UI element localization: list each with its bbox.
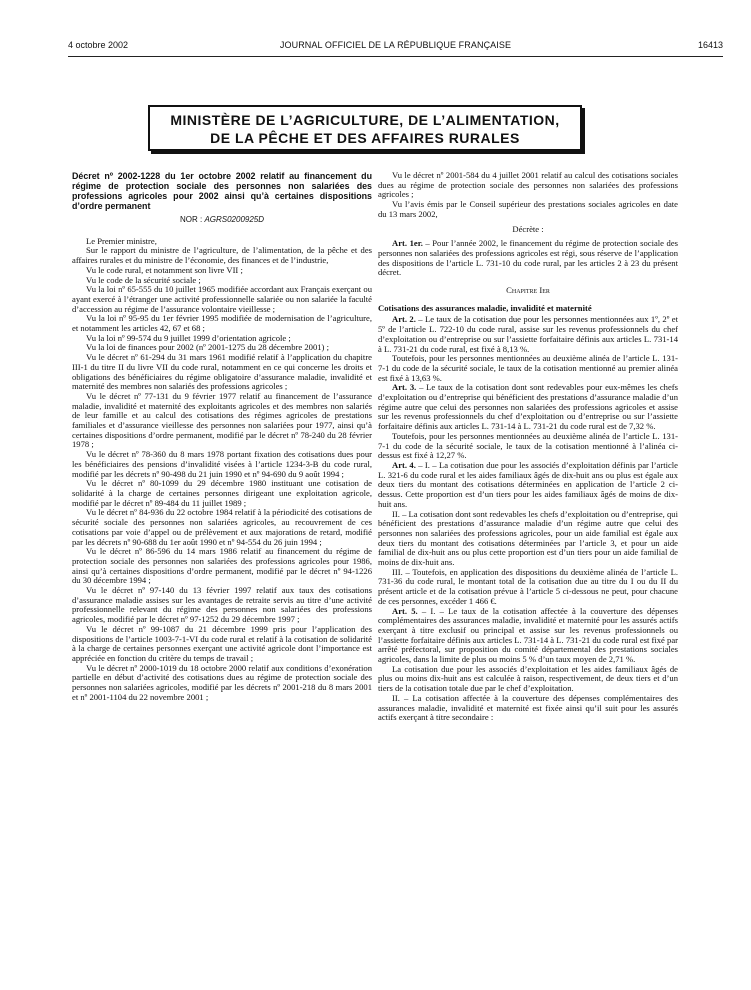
visa-paragraph: Le Premier ministre,	[86, 235, 157, 246]
article-5-text: – I. – Le taux de la cotisation affectée à la couverture des dépenses complémentaires des assurances maladie, invalidité et maternité pour les assurés actifs exerçant à titre exclusif ou principal et assise sur les revenus professionnels ou l’assiette forfaitaire définis aux articles L. 731-14 à L. 731-21 du code rural est fixé par arrêté préfectoral, sur proposition du comité départemental des prestations sociales agricoles, dans la limite de plus ou moins 5 % d’un taux moyen de 2,71 %.	[378, 605, 678, 665]
header-date: 4 octobre 2002	[68, 40, 129, 50]
decrete-heading: Décrète :	[512, 223, 544, 234]
running-header	[68, 40, 723, 54]
visa-paragraph: Vu le décret nº 86-596 du 14 mars 1986 relatif au financement du régime de protection sociale des personnes non salariées des professions agricoles pour 1986, ainsi qu’à certaines dispositions d’ordre permanent, modifié par le décret nº 94-1226 du 30 décembre 1994 ;	[72, 546, 372, 586]
header-journal-title: JOURNAL OFFICIEL DE LA RÉPUBLIQUE FRANÇAISE	[279, 40, 512, 50]
ministry-line-1: MINISTÈRE DE L’AGRICULTURE, DE L’ALIMENTATION,	[170, 112, 560, 128]
article-4-paragraph-3: III. – Toutefois, en application des dispositions du deuxième alinéa de l’article L. 731-36 du code rural, le montant total de la cotisation due au titre du I ou du II du présent article et de la cotisation prévue à l’article 5 ci-dessous ne peut, pour chacune de ces personnes, excéder 1 466 €.	[378, 566, 678, 606]
article-2-label: Art. 2.	[392, 314, 416, 325]
article-2-text: – Le taux de la cotisation due pour les personnes mentionnées aux 1º, 2º et 5º de l’article L. 722-10 du code rural, assise sur les revenus professionnels du chef d’exploitation ou d’entreprise ou sur l’assiette forfaitaire définis aux articles L. 731-14 à L. 731-21 du code rural, est fixé à 8,13 %.	[378, 314, 678, 354]
article-3	[378, 383, 678, 432]
visa-paragraph: Vu l’avis émis par le Conseil supérieur des prestations sociales agricoles en date du 13 mars 2002,	[378, 199, 678, 219]
article-1-text: – Pour l’année 2002, le financement du régime de protection sociale des personnes non salariées des professions agricoles est régi, sous réserve de l’application des dispositions de l’article L. 731-10 du code rural, par les articles 2 à 23 du présent décret.	[378, 238, 679, 278]
section-heading: Cotisations des assurances maladie, invalidité et maternité	[378, 302, 592, 313]
article-2	[378, 315, 678, 354]
header-page-number: 16413	[697, 40, 723, 50]
article-5-paragraph-3: II. – La cotisation affectée à la couverture des dépenses complémentaires des assurances maladie, invalidité et maternité est fixée ainsi qu’il suit pour les assurés actifs exerçant à titre secondaire :	[378, 692, 678, 723]
article-3-label: Art. 3.	[392, 382, 417, 393]
article-5-paragraph-2: La cotisation due pour les associés d’exploitation et les aides familiaux âgés de plus ou moins dix-huit ans est calculée à raison, respectivement, de deux tiers et d’un tiers de la cotisation totale due par le chef d’exploitation.	[378, 663, 678, 694]
visa-paragraph: Vu le décret nº 77-131 du 9 février 1977 relatif au financement de l’assurance maladie, invalidité et maternité des exploitants agricoles et des membres non salariés de leur famille et au calcul des cotisations des régimes agricoles de prestations familiales et d’assurance vieillesse des personnes non salariées pour 1977, ainsi qu’à certaines dispositions d’ordre permanent, modifié par le décret nº 78-240 du 28 février 1978 ;	[72, 390, 372, 450]
ministry-heading-box	[148, 105, 582, 151]
visa-paragraph: Vu le décret nº 99-1087 du 21 décembre 1999 pris pour l’application des dispositions de l’article 1003-7-1-VI du code rural et relatif à la cotisation de solidarité à la charge de certaines personnes exerçant une activité agricole dont l’importance est appréciée en fonction du critère du temps de travail ;	[72, 623, 372, 663]
article-3-paragraph-2: Toutefois, pour les personnes mentionnées au deuxième alinéa de l’article L. 131-7-1 du code de la sécurité sociale, le taux de la cotisation mentionné à l’alinéa ci-dessus est fixé à 12,27 %.	[378, 430, 678, 461]
chapter-heading: Chapitre Ier	[506, 285, 550, 296]
visa-paragraph: Vu le décret nº 2001-584 du 4 juillet 2001 relatif au calcul des cotisations sociales dues au régime de protection sociale des personnes non salariées des professions agricoles ;	[378, 170, 678, 200]
header-rule	[68, 56, 723, 57]
visa-paragraph: Vu le décret nº 61-294 du 31 mars 1961 modifié relatif à l’application du chapitre III-1 du titre II du livre VII du code rural, notamment en ce qui concerne les droits et obligations des bénéficiaires du régime obligatoire d’assurance maladie, invalidité et maternité des membres non salariés des professions agricoles ;	[72, 352, 372, 392]
article-5-label: Art. 5.	[392, 605, 418, 616]
article-4-paragraph-2: II. – La cotisation dont sont redevables les chefs d’exploitation ou d’entreprise, qui bénéficient des prestations d’assurance maladie d’un régime autre que celui des personnes non salariées des professions agricoles, pour un aide familial est égale aux deux tiers du montant des cotisations déterminées par l’article 3, et pour un aide familial de dix-huit ans ou plus cette proportion est d’un tiers pour un aide familial de moins de dix-huit ans.	[378, 508, 678, 568]
visa-paragraph: Sur le rapport du ministre de l’agriculture, de l’alimentation, de la pêche et des affaires rurales et du ministre de l’économie, des finances et de l’industrie,	[72, 245, 372, 266]
ministry-line-2: DE LA PÊCHE ET DES AFFAIRES RURALES	[210, 130, 520, 146]
visa-paragraph: Vu le code rural, et notamment son livre VII ;	[86, 264, 243, 275]
nor-code: AGRS0200925D	[204, 215, 265, 224]
article-1	[378, 239, 678, 278]
right-column	[378, 171, 678, 723]
article-3-text: – Le taux de la cotisation dont sont redevables pour eux-mêmes les chefs d’exploitation ou d’entreprise qui bénéficient des prestations d’assurance maladie d’un régime autre que celui des personnes non salariées des professions agricoles et assise sur les revenus professionnels du chef d’exploitation ou d’entreprise ou sur l’assiette forfaitaire définis aux articles L. 731-14 à L. 731-21 du code rural est de 7,32 %.	[378, 382, 678, 432]
visa-paragraph: Vu le décret nº 80-1099 du 29 décembre 1980 instituant une cotisation de solidarité à la charge de certaines personnes dirigeant une exploitation agricole, modifié par le décret nº 89-484 du 11 juillet 1989 ;	[72, 478, 372, 508]
visa-paragraphs-continued	[378, 171, 678, 220]
article-5	[378, 607, 678, 665]
article-4-text: – I. – La cotisation due pour les associés d’exploitation définis par l’article L. 321-6 du code rural et les aides familiaux âgés de dix-huit ans ou plus est égale aux deux tiers du montant des cotisations déterminées en application de l’article 2 ci-dessus. Cette proportion est d’un tiers pour les aides familiaux âgés de moins de dix-huit ans.	[378, 459, 679, 509]
visa-paragraph: Vu la loi de finances pour 2002 (nº 2001-1275 du 28 décembre 2001) ;	[86, 342, 329, 353]
nor-label: NOR :	[179, 215, 203, 224]
article-2-paragraph-2: Toutefois, pour les personnes mentionnées au deuxième alinéa de l’article L. 131-7-1 du code de la sécurité sociale, le taux de la cotisation mentionné au premier alinéa est fixé à 13,63 %.	[378, 353, 678, 383]
visa-paragraph: Vu le code de la sécurité sociale ;	[86, 274, 201, 285]
left-column	[72, 171, 372, 702]
visa-paragraph: Vu le décret nº 78-360 du 8 mars 1978 portant fixation des cotisations dues pour les bénéficiaires des pensions d’invalidité visées à l’article 1234-3-B du code rural, modifié par les décrets nº 90-498 du 21 juin 1990 et nº 94-690 du 9 août 1994 ;	[72, 449, 372, 479]
visa-paragraph: Vu le décret nº 2000-1019 du 18 octobre 2000 relatif aux conditions d’exonération partielle en début d’activité des cotisations dues au régime de protection sociale des personnes non salariées agricoles, modifié par les décrets nº 2001-218 du 8 mars 2001 et nº 2001-1104 du 22 novembre 2001 ;	[72, 662, 372, 702]
article-4	[378, 461, 678, 510]
article-1-label: Art. 1er.	[392, 238, 423, 249]
visa-paragraph: Vu le décret nº 84-936 du 22 octobre 1984 relatif à la périodicité des cotisations de sécurité sociale des personnes non salariées agricoles, au recouvrement de ces cotisations par voie d’appel ou de prélèvement et aux majorations de retard, modifié par les décrets nº 90-688 du 1er août 1990 et nº 94-554 du 26 juin 1994 ;	[72, 507, 372, 547]
visa-paragraph: Vu le décret nº 97-140 du 13 février 1997 relatif aux taux des cotisations d’assurance maladie assises sur les avantages de retraite servis au titre d’une activité professionnelle relevant du régime des personnes non salariées des professions agricoles, modifié par le décret nº 97-1252 du 29 décembre 1997 ;	[72, 585, 372, 625]
decree-title: Décret nº 2002-1228 du 1er octobre 2002 relatif au financement du régime de protection sociale des personnes non salariées des professions agricoles pour 2002 ainsi qu’à certaines dispositions d’ordre permanent	[72, 171, 372, 211]
visa-paragraph: Vu la loi nº 65-555 du 10 juillet 1965 modifiée accordant aux Français exerçant ou ayant exercé à l’étranger une activité professionnelle salariée ou non salariée la faculté d’accession au régime de l’assurance volontaire vieillesse ;	[72, 284, 372, 314]
article-4-label: Art. 4.	[392, 459, 416, 470]
nor-reference	[72, 215, 372, 225]
visa-paragraph: Vu la loi nº 99-574 du 9 juillet 1999 d’orientation agricole ;	[86, 332, 291, 343]
visa-paragraphs	[72, 237, 372, 703]
visa-paragraph: Vu la loi nº 95-95 du 1er février 1995 modifiée de modernisation de l’agriculture, et notamment les articles 42, 67 et 68 ;	[72, 313, 372, 334]
